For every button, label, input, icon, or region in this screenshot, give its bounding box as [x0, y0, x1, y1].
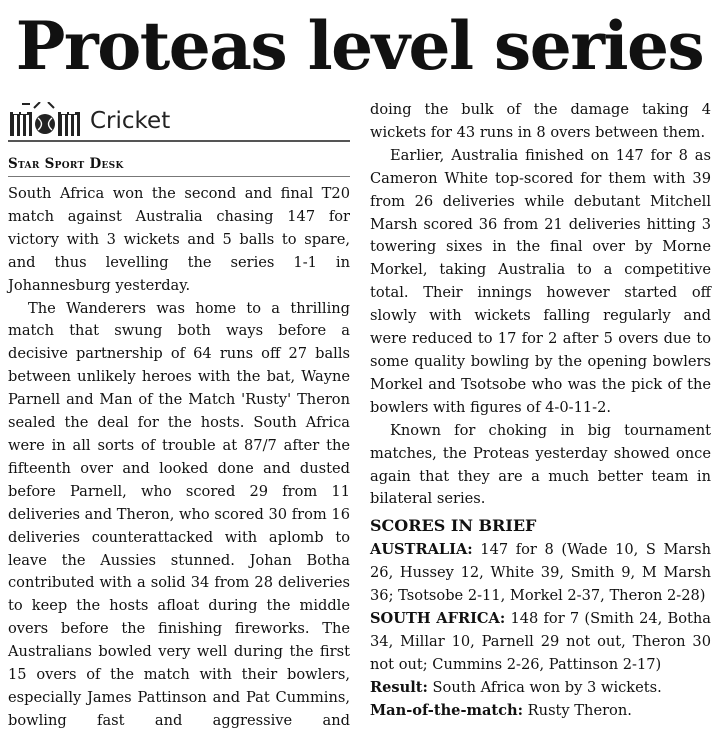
scores-in-brief-title: SCORES IN BRIEF: [370, 516, 537, 536]
paragraph-2-part-1: The Wanderers was home to a thrilling match that swung both ways before a decisive partnership of 64 runs off 27 balls between unlikely heroes with the bat, Wayne Parnell and Man of the Match 'Rusty' Theron sealed the deal for the hosts. South Africa were in all sorts of trouble at 87/7 after the fifteenth over and looked done and dusted before Parnell, who scored 29 from 11 deliveries and Theron, who scored 30 from 16 deliveries counterattacked with aplomb to leave the Aussies stunned. Johan Botha contributed with a solid 34 from 28 deliveries to keep the hosts afloat during the middle overs before the finishing fireworks. The Australians bowled very well during the first 15 overs of the match with their bowlers, especially James Pattinson and Pat Cummins, bowling fast and aggressive and: [8, 299, 350, 729]
motm-label: Man-of-the-match:: [370, 701, 524, 719]
score-australia-label: AUSTRALIA:: [370, 541, 473, 559]
score-south-africa-label: SOUTH AFRICA:: [370, 610, 506, 628]
score-australia-text: 147 for 8 (Wade 10, S Marsh 26, Hussey 12, White 39, Smith 9, M Marsh 36; Tsotsobe 2-11, Morkel 2-37, Theron 2-28): [370, 541, 711, 605]
result: [370, 677, 711, 700]
paragraph-2-part-2: doing the bulk of the damage taking 4 wickets for 43 runs in 8 overs between them.: [370, 101, 711, 141]
result-text: South Africa won by 3 wickets.: [427, 678, 662, 696]
paragraph-3: Earlier, Australia finished on 147 for 8 as Cameron White top-scored for them with 39 from 26 deliveries while debutant Mitchell Marsh scored 36 from 21 deliveries hitting 3 towering sixes in the final over by Morne Morkel, taking Australia to a competitive total. Their innings however started off slowly with wickets falling regularly and were reduced to 17 for 2 after 5 overs due to some quality bowling by the opening bowlers Morkel and Tsotsobe who was the pick of the bowlers with figures of 4-0-11-2.: [370, 146, 711, 416]
paragraph-1: South Africa won the second and final T20 match against Australia chasing 147 for victory with 3 wickets and 5 balls to spare, and thus levelling the series 1-1 in Johannesburg yesterday.: [8, 185, 350, 294]
headline: Proteas level series: [15, 7, 704, 85]
section-tag: [8, 100, 350, 142]
score-australia: [370, 539, 711, 608]
paragraph-4: Known for choking in big tournament matches, the Proteas yesterday showed once again that they are a much better team in bilateral series.: [370, 421, 711, 508]
motm-text: Rusty Theron.: [523, 701, 632, 719]
left-column: [8, 100, 350, 733]
result-label: Result:: [370, 678, 428, 696]
byline: Star Sport Desk: [8, 154, 350, 177]
section-label: Cricket: [90, 108, 171, 134]
score-south-africa: [370, 608, 711, 677]
cricket-stumps-ball-icon: [10, 102, 82, 136]
man-of-the-match: [370, 700, 711, 723]
score-south-africa-text: 148 for 7 (Smith 24, Botha 34, Millar 10, Parnell 29 not out, Theron 30 not out; Cummins 2-26, Pattinson 2-17): [370, 610, 711, 673]
right-column: [370, 99, 711, 723]
